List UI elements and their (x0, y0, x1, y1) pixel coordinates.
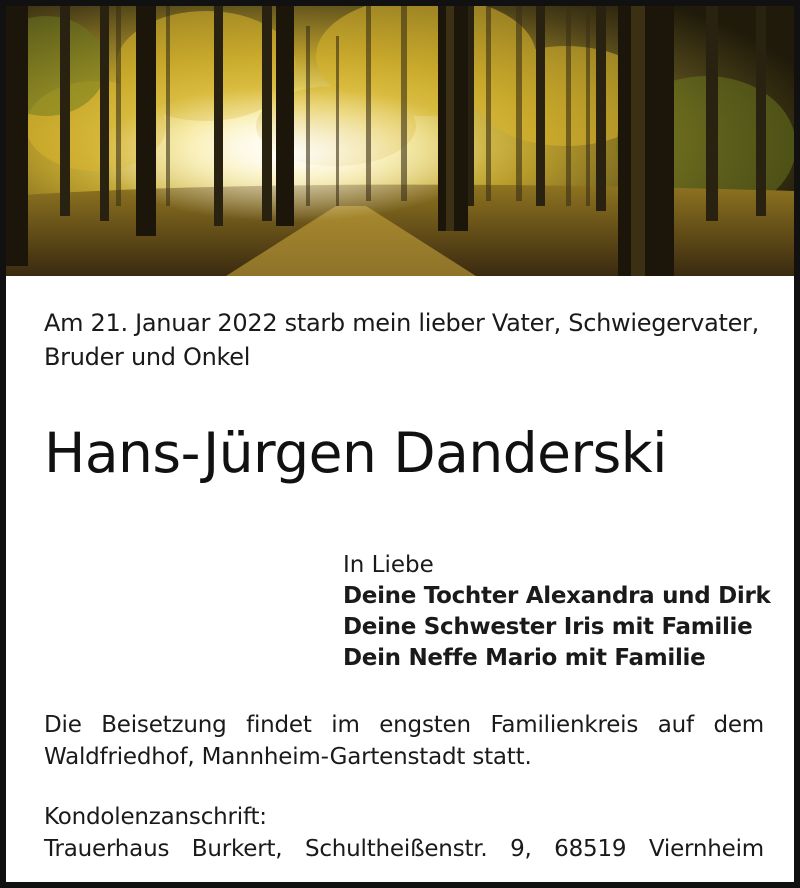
mourner-line: Deine Tochter Alexandra und Dirk (343, 583, 771, 609)
condolence-address-line: Trauerhaus Burkert, Schultheißenstr. 9, 68519 Viernheim (44, 836, 764, 862)
condolence-address (44, 801, 764, 865)
intro-line-1: Am 21. Januar 2022 starb mein lieber Vater, Schwiegervater, (44, 309, 759, 337)
mourner-line: Dein Neffe Mario mit Familie (343, 645, 706, 671)
mourner-line: Deine Schwester Iris mit Familie (343, 614, 753, 640)
forest-photo (6, 6, 794, 276)
mourners-block (343, 550, 783, 674)
burial-line-2: Waldfriedhof, Mannheim-Gartenstadt statt. (44, 744, 532, 770)
condolence-label: Kondolenzanschrift: (44, 804, 267, 830)
intro-line-2: Bruder und Onkel (44, 343, 251, 371)
burial-line-1: Die Beisetzung findet im engsten Familienkreis auf dem (44, 712, 764, 738)
deceased-name: Hans-Jürgen Danderski (44, 421, 667, 485)
burial-info (44, 709, 764, 773)
mourners-greeting: In Liebe (343, 552, 434, 578)
death-announcement-text (44, 306, 774, 374)
